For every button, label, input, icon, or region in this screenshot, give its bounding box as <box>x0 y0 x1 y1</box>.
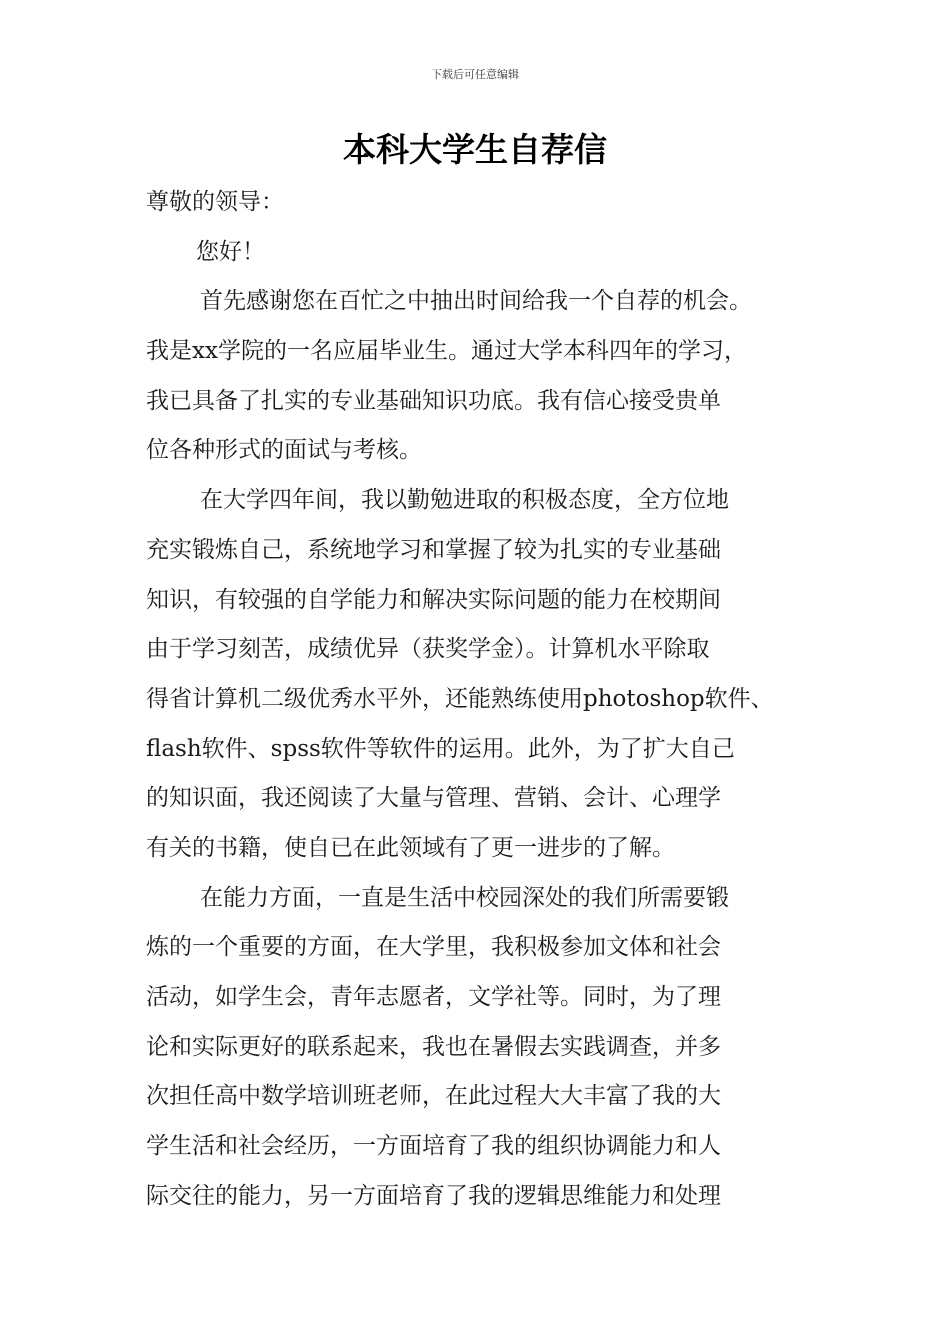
paragraph-line: 次担任高中数学培训班老师，在此过程大大丰富了我的大 <box>146 1083 721 1110</box>
paragraph-line: 际交往的能力，另一方面培育了我的逻辑思维能力和处理 <box>146 1182 721 1209</box>
paragraph-line: 知识，有较强的自学能力和解决实际问题的能力在校期间 <box>146 586 721 613</box>
paragraph-line: 在能力方面，一直是生活中校园深处的我们所需要锻 <box>200 884 729 911</box>
paragraph-line: 由于学习刻苦，成绩优异（获奖学金）。计算机水平除取 <box>146 636 710 663</box>
letter-body <box>146 178 816 1221</box>
paragraph-line: 位各种形式的面试与考核。 <box>146 437 422 464</box>
paragraph-line: 有关的书籍，使自已在此领域有了更一进步的了解。 <box>146 834 675 861</box>
paragraph-line: 的知识面，我还阅读了大量与管理、营销、会计、心理学 <box>146 785 721 812</box>
paragraph-line: 充实锻炼自己，系统地学习和掌握了较为扎实的专业基础 <box>146 536 721 563</box>
document-title: 本科大学生自荐信 <box>343 130 607 169</box>
paragraph-line: 活动，如学生会，青年志愿者，文学社等。同时，为了理 <box>146 984 721 1010</box>
paragraph-1 <box>146 277 816 476</box>
paragraph-3 <box>146 874 816 1222</box>
paragraph-2 <box>146 476 816 874</box>
paragraph-line: 论和实际更好的联系起来，我也在暑假去实践调查，并多 <box>146 1033 721 1060</box>
paragraph-line: 学生活和社会经历，一方面培育了我的组织协调能力和人 <box>146 1133 721 1160</box>
paragraph-line: flash软件、spss软件等软件的运用。此外，为了扩大自己 <box>146 735 735 762</box>
paragraph-line: 得省计算机二级优秀水平外，还能熟练使用photoshop软件、 <box>146 685 774 712</box>
salutation: 尊敬的领导： <box>146 189 284 215</box>
paragraph-line: 在大学四年间，我以勤勉进取的积极态度，全方位地 <box>200 487 729 514</box>
paragraph-line: 我是xx学院的一名应届毕业生。通过大学本科四年的学习， <box>146 338 747 365</box>
page-header-note: 下载后可任意编辑 <box>431 68 519 81</box>
paragraph-line: 炼的一个重要的方面，在大学里，我积极参加文体和社会 <box>146 934 721 961</box>
paragraph-line: 我已具备了扎实的专业基础知识功底。我有信心接受贵单 <box>146 387 721 414</box>
paragraph-line: 首先感谢您在百忙之中抽出时间给我一个自荐的机会。 <box>200 288 752 315</box>
greeting: 您好！ <box>196 238 265 265</box>
